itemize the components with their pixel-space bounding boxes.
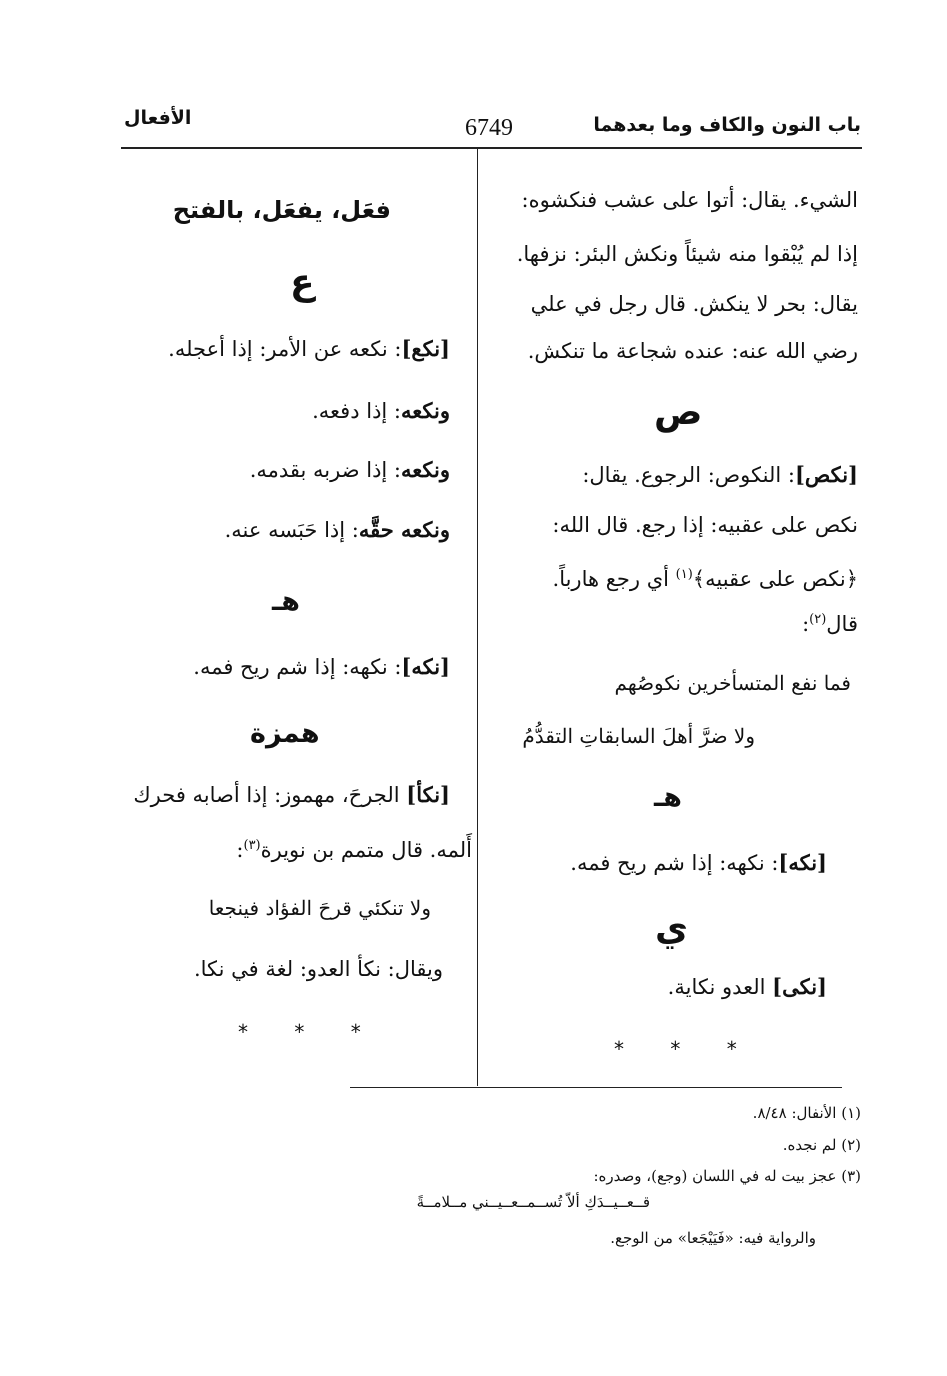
text-line: نكص على عقبيه: إذا رجع. قال الله: xyxy=(552,513,858,537)
letter-heading-sad: ص xyxy=(654,392,703,433)
column-title: فعَل، يفعَل، بالفتح xyxy=(172,196,391,224)
entry-headword: ونكعه xyxy=(401,457,450,482)
entry-text: : إذا دفعه. xyxy=(312,399,402,423)
footnote: (٣) عجز بيت له في اللسان (وجع)، وصدره: xyxy=(593,1167,861,1185)
qala-word: قال xyxy=(826,612,858,636)
colon: : xyxy=(802,612,810,636)
entry-text: : إذا حَبَسه عنه. xyxy=(224,518,359,542)
entry-headword: [نكأ] xyxy=(406,782,450,807)
text-line: يقال: بحر لا ينكش. قال رجل في علي xyxy=(530,292,858,316)
text-line: الشيء. يقال: أتوا على عشب فنكشوه: xyxy=(521,188,858,212)
entry-nakaa xyxy=(168,334,450,364)
footnote-ref: (٣) xyxy=(243,838,261,853)
header-rule xyxy=(121,147,862,149)
entry-text: : نكهه: إذا شم ريح فمه. xyxy=(193,655,402,679)
footnote-ref: (٢) xyxy=(809,612,827,627)
entry-naks xyxy=(582,460,858,490)
section-end-stars: * * * xyxy=(238,1020,381,1044)
section-heading: الأفعال xyxy=(124,107,192,129)
letter-heading-ya: ي xyxy=(655,908,688,949)
entry-text: الجرحَ، مهموز: إذا أصابه فحرك xyxy=(133,783,407,807)
entry-naky xyxy=(668,972,827,1002)
entry-line xyxy=(225,515,450,545)
footnote: (١) الأنفال: ٨/٤٨. xyxy=(752,1104,861,1122)
entry-headword: [نكع] xyxy=(401,336,450,361)
entry-headword: ونكعه حقَّه xyxy=(358,517,450,542)
entry-text: العدو نكاية. xyxy=(667,975,773,999)
entry-text: : إذا ضربه بقدمه. xyxy=(249,458,402,482)
entry-text: أي رجع هارباً. xyxy=(552,567,676,591)
naka-line-2 xyxy=(236,831,472,865)
entry-text: أَلمه. قال متمم بن نويرة xyxy=(260,838,472,862)
entry-headword: [نكه] xyxy=(401,654,450,679)
hamza-heading: همزة xyxy=(250,718,320,749)
colon: : xyxy=(236,838,244,862)
footnote-verse: قــعــيــدَكِ ألاّ تُســمــعــيــني مــلامــةً xyxy=(416,1193,650,1211)
column-divider xyxy=(477,149,478,1086)
quran-verse: ﴿نكص على عقبيه﴾ xyxy=(692,567,858,591)
entry-headword: ونكعه xyxy=(401,398,450,423)
footnote-rule xyxy=(350,1087,842,1088)
footnote: (٢) لم نجده. xyxy=(782,1136,861,1154)
entry-text: : نكهه: إذا شم ريح فمه. xyxy=(570,851,779,875)
letter-heading-ain: ع xyxy=(290,262,315,303)
footnote: والرواية فيه: «فَيَيْجَعا» من الوجع. xyxy=(610,1229,816,1247)
footnote-ref: (١) xyxy=(675,567,693,582)
poetry-verse: ولا تنكئي قرحَ الفؤاد فينجعا xyxy=(208,896,431,920)
poetry-verse: فما نفع المتسأخرين نكوصُهم xyxy=(614,671,851,695)
text-line: إذا لم يُبْقوا منه شيئاً ونكش البئر: نزفها. xyxy=(516,242,858,266)
chapter-heading: باب النون والكاف وما بعدهما xyxy=(593,114,861,136)
entry-line xyxy=(250,455,450,485)
letter-heading-ha: هـ xyxy=(272,586,300,617)
text-line: ويقال: نكأ العدو: لغة في نكا. xyxy=(193,957,443,981)
entry-headword: [نكى] xyxy=(772,974,827,999)
entry-headword: [نكه] xyxy=(778,850,827,875)
entry-nakh xyxy=(570,848,827,878)
page-number: 6749 xyxy=(465,115,513,141)
entry-line xyxy=(312,396,450,426)
text-line: رضي الله عنه: عنده شجاعة ما تنكش. xyxy=(527,339,858,363)
quran-citation xyxy=(553,560,858,594)
entry-text: : النكوص: الرجوع. يقال: xyxy=(582,463,795,487)
letter-heading-ha: هـ xyxy=(654,782,682,813)
poetry-verse: ولا ضرَّ أهلَ السابقاتِ التقدُّمُ xyxy=(522,724,755,748)
section-end-stars: * * * xyxy=(614,1037,757,1061)
qala-line xyxy=(802,605,858,639)
entry-headword: [نكص] xyxy=(794,462,858,487)
entry-text: : نكعه عن الأمر: إذا أعجله. xyxy=(168,337,402,361)
entry-nakh xyxy=(193,652,450,682)
entry-naka xyxy=(133,780,450,810)
